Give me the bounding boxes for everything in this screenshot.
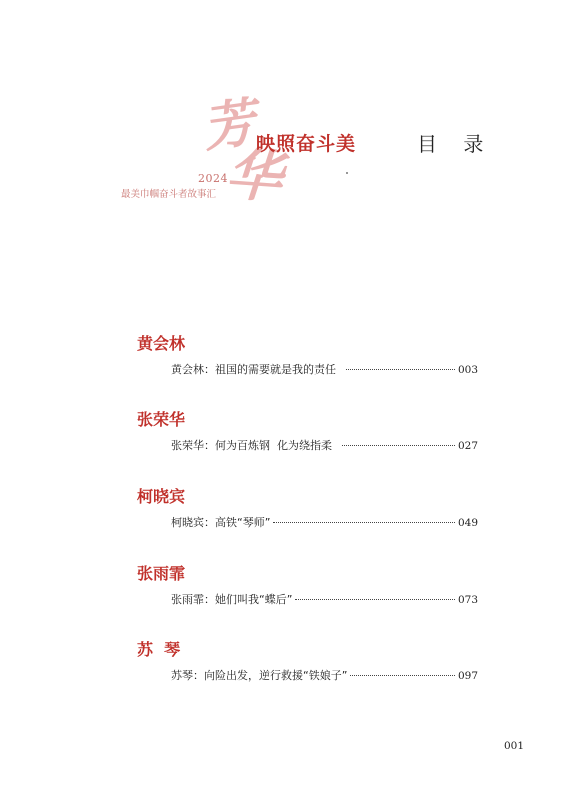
section-name: 苏 琴 <box>137 640 181 659</box>
entry-page-number: 027 <box>457 440 478 452</box>
entry-title: 黄会林：祖国的需要就是我的责任 <box>171 363 343 376</box>
dot-leader <box>273 522 455 523</box>
entry-page-number: 073 <box>457 594 478 606</box>
book-year: 2024 <box>198 172 228 185</box>
section-name: 柯晓宾 <box>137 487 186 506</box>
entry-title: 苏琴：向险出发，逆行救援“铁娘子” <box>171 669 348 682</box>
decorative-dot <box>346 172 348 174</box>
page-header <box>0 0 567 230</box>
entry-page-number: 003 <box>457 364 478 376</box>
entry-title: 张雨霏：她们叫我“蝶后” <box>171 593 293 606</box>
entry-page-number: 049 <box>457 517 478 529</box>
entry-title: 张荣华：何为百炼钢 化为绕指柔 <box>171 439 339 452</box>
book-title: 映照奋斗美 <box>256 133 357 155</box>
section-name: 张雨霏 <box>137 564 186 583</box>
dot-leader <box>295 599 455 600</box>
toc-entry[interactable] <box>171 591 478 607</box>
toc-heading: 目 录 <box>417 132 494 156</box>
dot-leader <box>350 675 455 676</box>
toc-entry[interactable] <box>171 437 478 453</box>
dot-leader <box>342 445 455 446</box>
toc-entry[interactable] <box>171 667 478 683</box>
toc-entry[interactable] <box>171 514 478 530</box>
book-subtitle: 最美巾帼奋斗者故事汇 <box>121 189 217 200</box>
section-name: 张荣华 <box>137 410 186 429</box>
calligraphy-logo-fang: 芳 <box>198 91 259 160</box>
section-name: 黄会林 <box>137 334 186 353</box>
toc-entry[interactable] <box>171 361 478 377</box>
calligraphy-logo-hua: 华 <box>223 141 285 211</box>
dot-leader <box>346 369 455 370</box>
page-number: 001 <box>504 740 525 752</box>
entry-title: 柯晓宾：高铁“琴师” <box>171 516 271 529</box>
entry-page-number: 097 <box>457 670 478 682</box>
